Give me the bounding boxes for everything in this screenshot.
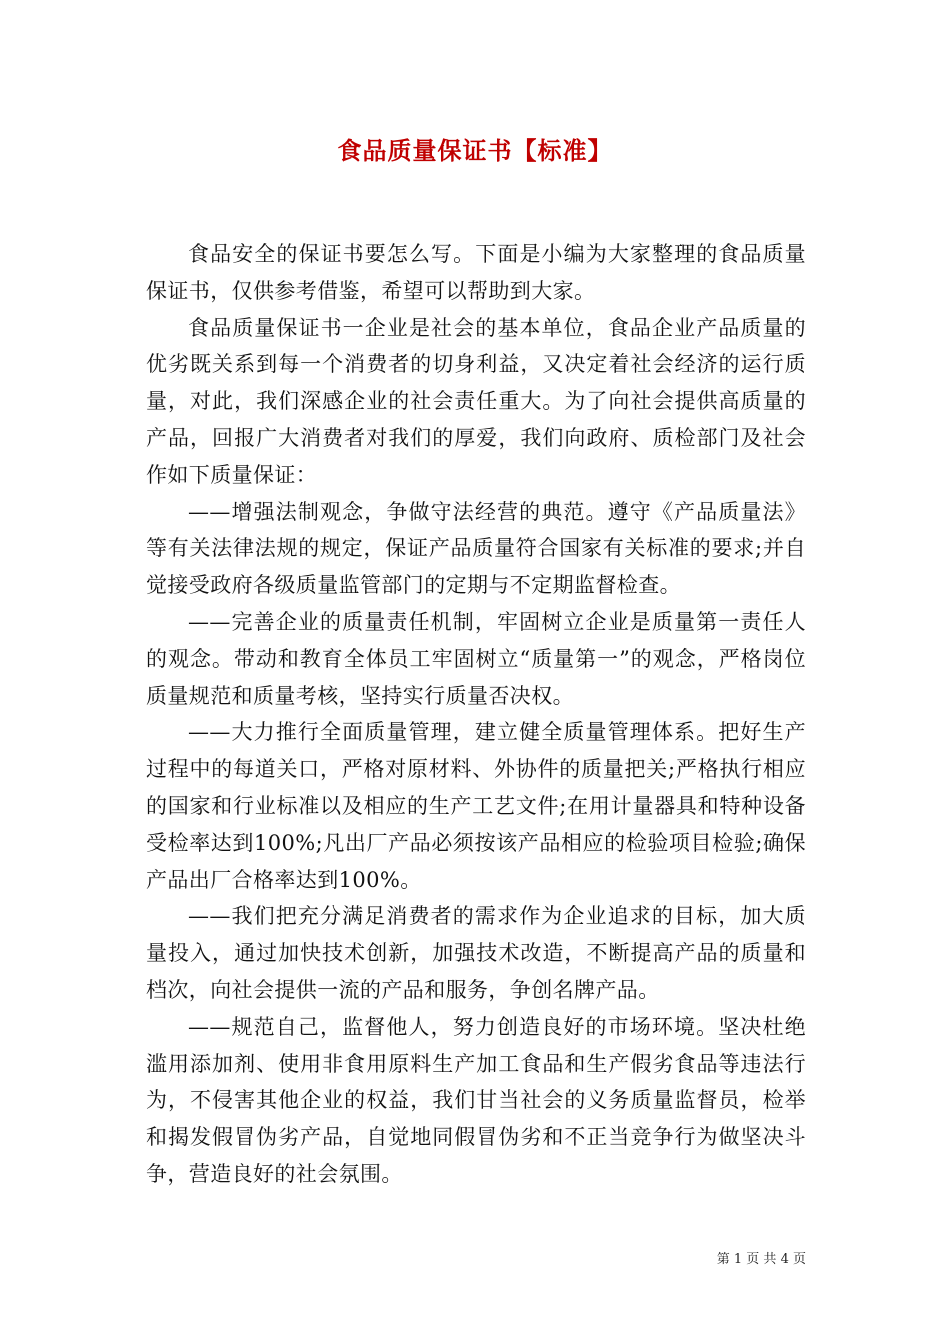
paragraph-preamble: 食品质量保证书一企业是社会的基本单位，食品企业产品质量的优劣既关系到每一个消费者的切身利益，又决定着社会经济的运行质量，对此，我们深感企业的社会责任重大。为了向社会提供高质量的产品，回报广大消费者对我们的厚爱，我们向政府、质检部门及社会作如下质量保证： xyxy=(146,315,806,487)
paragraph-pledge-management: ——大力推行全面质量管理，建立健全质量管理体系。把好生产过程中的每道关口，严格对原材料、外协件的质量把关;严格执行相应的国家和行业标准以及相应的生产工艺文件;在用计量器具和特种设备受检率达到100%;凡出厂产品必须按该产品相应的检验项目检验;确保产品出厂合格率达到100%。 xyxy=(146,720,806,892)
page-number-current: 1 xyxy=(733,1252,743,1267)
page-number xyxy=(717,1248,806,1267)
page-number-prefix: 第 xyxy=(716,1252,734,1267)
paragraph-pledge-consumers: ——我们把充分满足消费者的需求作为企业追求的目标，加大质量投入，通过加快技术创新，加强技术改造，不断提高产品的质量和档次，向社会提供一流的产品和服务，争创名牌产品。 xyxy=(146,904,806,1002)
paragraph-pledge-market: ——规范自己，监督他人，努力创造良好的市场环境。坚决杜绝滥用添加剂、使用非食用原料生产加工食品和生产假劣食品等违法行为，不侵害其他企业的权益，我们甘当社会的义务质量监督员，检举和揭发假冒伪劣产品，自觉地同假冒伪劣和不正当竞争行为做坚决斗争，营造良好的社会氛围。 xyxy=(146,1014,806,1186)
document-title: 食品质量保证书【标准】 xyxy=(337,136,613,165)
paragraph-intro: 食品安全的保证书要怎么写。下面是小编为大家整理的食品质量保证书，仅供参考借鉴，希望可以帮助到大家。 xyxy=(146,242,806,303)
page-number-middle: 页 共 xyxy=(742,1252,781,1267)
paragraph-pledge-law: ——增强法制观念，争做守法经营的典范。遵守《产品质量法》等有关法律法规的规定，保证产品质量符合国家有关标准的要求;并自觉接受政府各级质量监管部门的定期与不定期监督检查。 xyxy=(146,499,806,598)
document-body xyxy=(146,236,806,1193)
page-number-suffix: 页 xyxy=(788,1252,806,1267)
paragraph-pledge-responsibility: ——完善企业的质量责任机制，牢固树立企业是质量第一责任人的观念。带动和教育全体员工牢固树立“质量第一”的观念，严格岗位质量规范和质量考核，坚持实行质量否决权。 xyxy=(146,609,806,708)
page-number-total: 4 xyxy=(780,1252,789,1267)
